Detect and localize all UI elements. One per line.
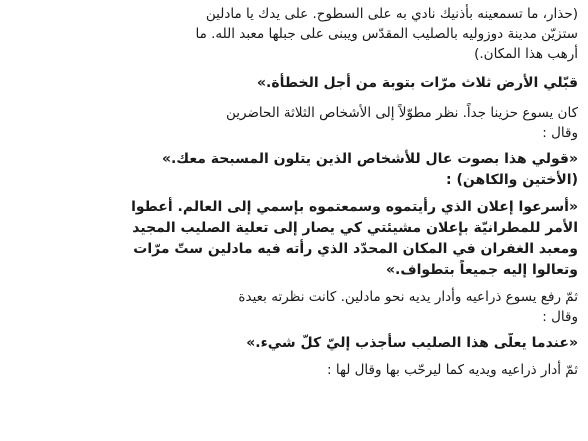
text-line: الأمر للمطرانيّة بإعلان مشيئتي كي يصار إلى تعلية الصليب المجيد: [132, 220, 578, 236]
paragraph-warning-quote: [12, 4, 578, 64]
paragraph-cross-raised: [12, 333, 578, 354]
text-line: ومعبد الغفران في المكان المحدّد الذي رأته فيه مادلين ستّ مرّات: [133, 241, 578, 257]
text-line: «قولي هذا بصوت عال للأشخاص الذين يتلون المسبحة معك.»: [161, 151, 578, 167]
text-line: وقال :: [542, 125, 578, 141]
text-line: «أسرعوا إعلان الذي رأيتموه وسمعتموه بإسمي إلى العالم. أعطوا: [131, 199, 578, 215]
text-line: أرهب هذا المكان.): [474, 46, 578, 62]
paragraph-kiss-ground: [12, 73, 578, 94]
text-line: ثمّ رفع يسوع ذراعيه وأدار يديه نحو مادلين. كانت نظرته بعيدة: [238, 289, 578, 305]
paragraph-welcome: [12, 360, 578, 380]
text-line: قبّلي الأرض ثلاث مرّات بتوبة من أجل الخطأة.»: [256, 75, 578, 91]
text-line: كان يسوع حزينا جداً. نظر مطوّلاً إلى الأشخاص الثلاثة الحاضرين: [225, 105, 578, 121]
text-line: ستزيّن مدينة دوزوليه بالصليب المقدّس ويبنى على جبلها معبد الله. ما: [195, 26, 578, 42]
text-line: وتعالوا إليه جميعاً بتطواف.»: [386, 262, 578, 278]
paragraph-raised-arms: [12, 287, 578, 327]
text-line: ثمّ أدار ذراعيه ويديه كما ليرحّب بها وقال لها :: [327, 362, 578, 378]
paragraph-announce: [12, 197, 578, 281]
text-line: (الأختين والكاهن) :: [446, 172, 578, 188]
paragraph-say-aloud: [12, 149, 578, 191]
paragraph-jesus-sad: [12, 103, 578, 143]
text-line: «عندما يعلّى هذا الصليب سأجذب إليّ كلّ شيء.»: [246, 335, 578, 351]
text-line: وقال :: [542, 309, 578, 325]
text-line: (حذار، ما تسمعينه بأذنيك نادي به على السطوح. على يدك يا مادلين: [205, 6, 578, 22]
